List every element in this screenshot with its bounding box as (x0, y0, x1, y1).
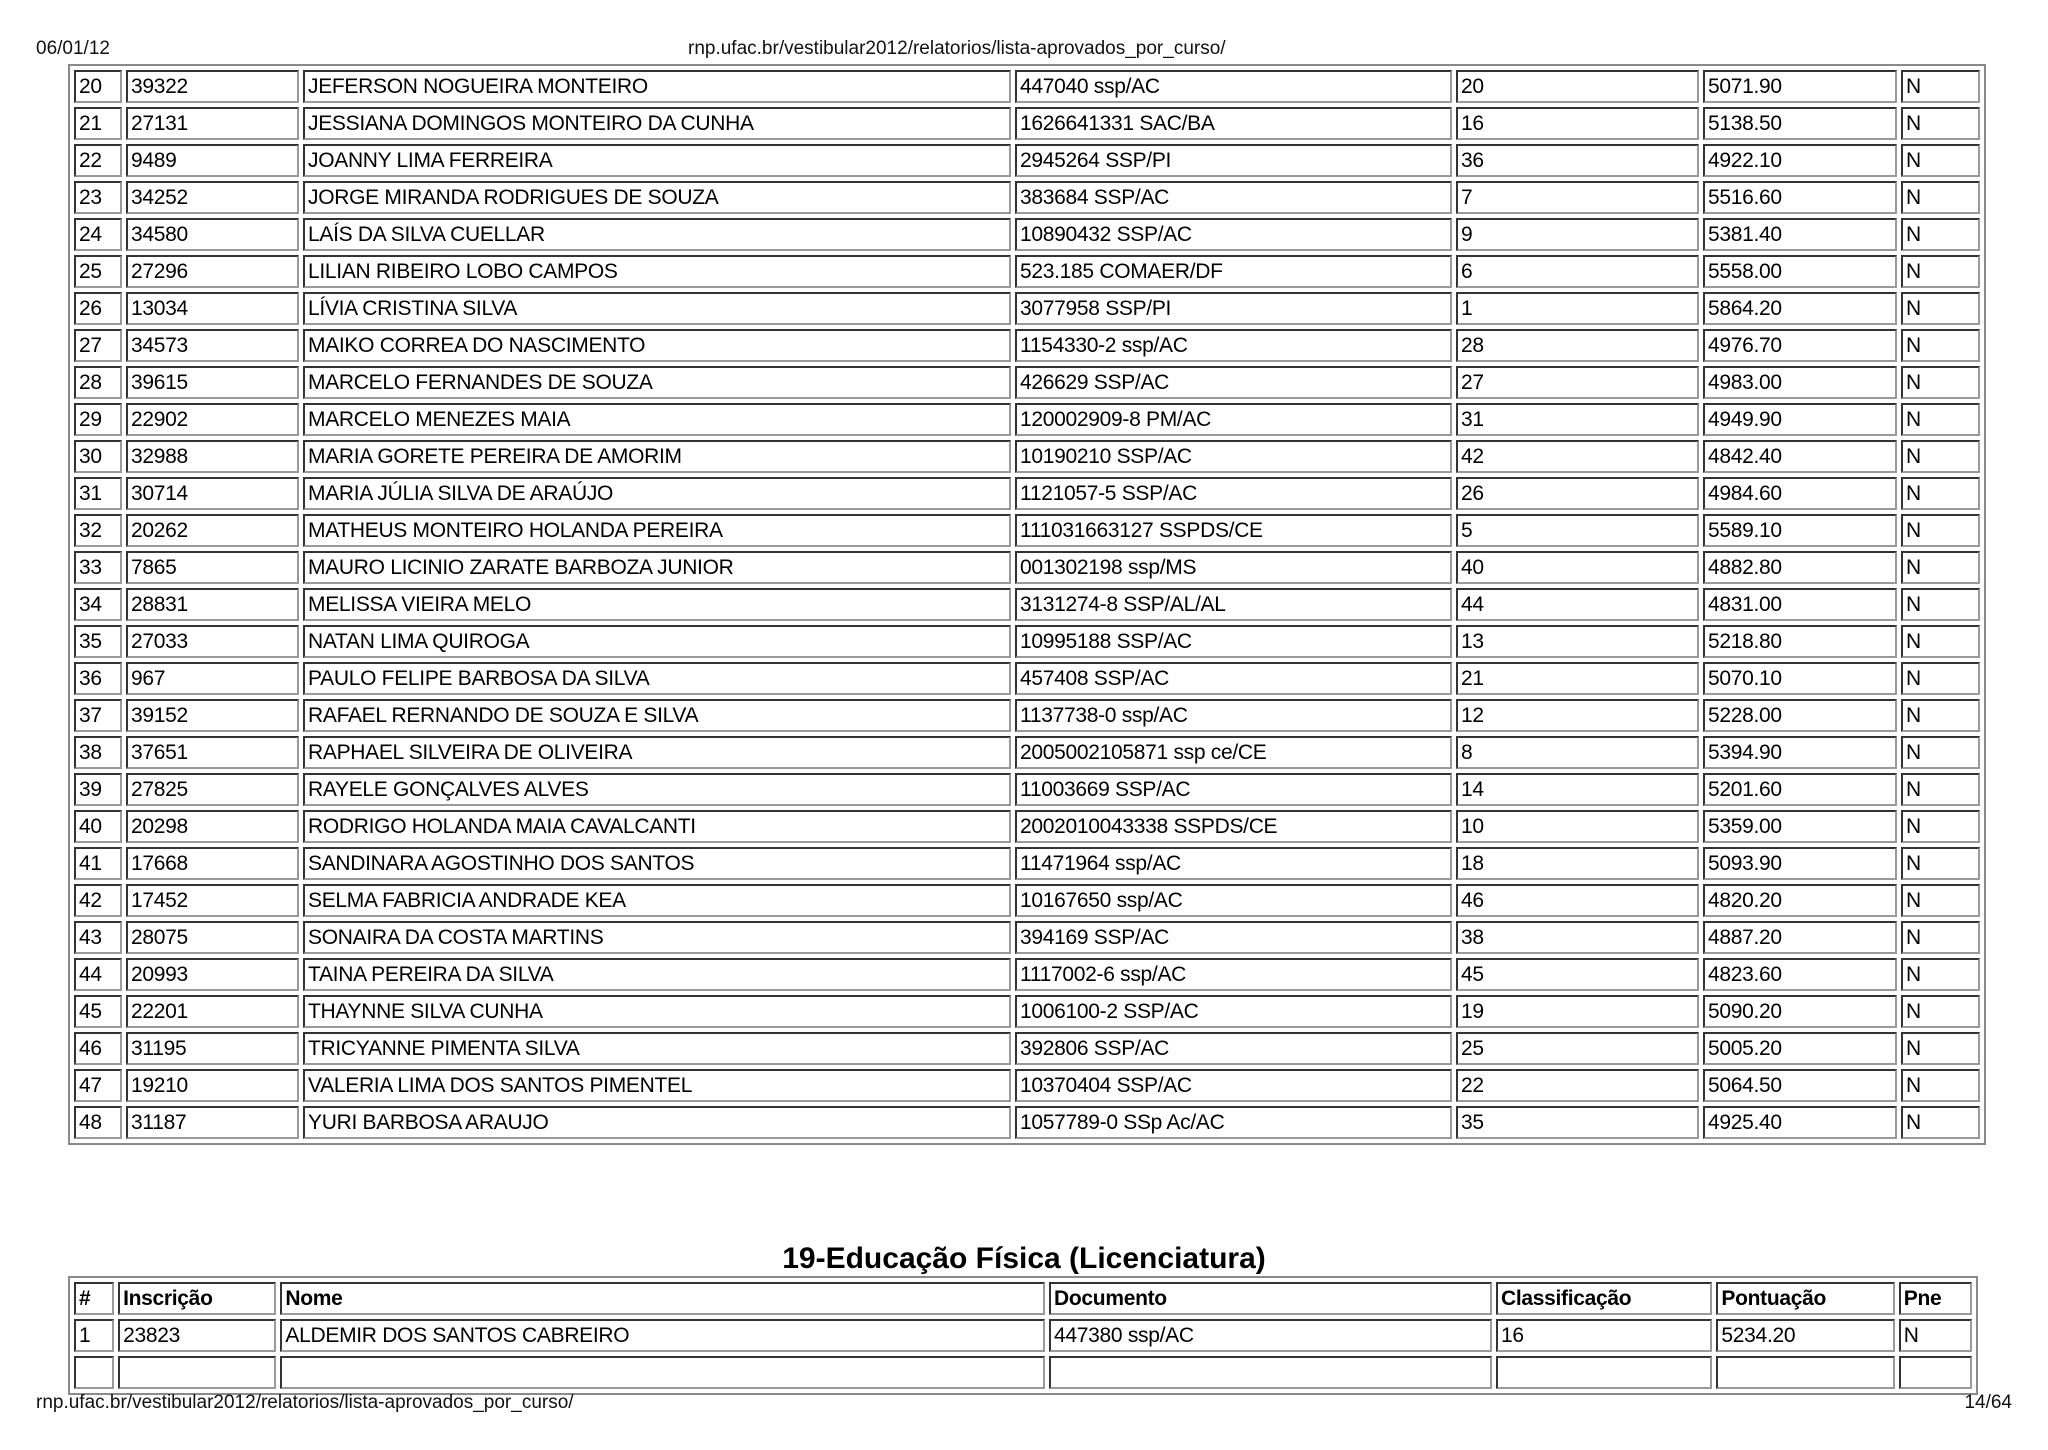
cell-documento: 2945264 SSP/PI (1015, 144, 1452, 177)
cell-index: 46 (74, 1032, 122, 1065)
cell-pontuacao: 4984.60 (1703, 477, 1897, 510)
cell-pontuacao: 5394.90 (1703, 736, 1897, 769)
col-header-nome: Nome (280, 1282, 1045, 1315)
cell-index: 29 (74, 403, 122, 436)
cell-documento: 10167650 ssp/AC (1015, 884, 1452, 917)
cell-inscricao: 37651 (126, 736, 299, 769)
cell-documento: 1154330-2 ssp/AC (1015, 329, 1452, 362)
cell-pne: N (1901, 292, 1980, 325)
table-row (74, 773, 1980, 806)
cell-pontuacao: 4842.40 (1703, 440, 1897, 473)
cell-pne: N (1901, 773, 1980, 806)
cell-documento: 10995188 SSP/AC (1015, 625, 1452, 658)
cell-index: 22 (74, 144, 122, 177)
table-row (74, 1356, 1972, 1389)
cell-classificacao: 31 (1456, 403, 1699, 436)
cell-pontuacao: 4976.70 (1703, 329, 1897, 362)
table-row (74, 255, 1980, 288)
cell-nome: LAÍS DA SILVA CUELLAR (303, 218, 1011, 251)
cell-pne: N (1901, 588, 1980, 621)
cell-classificacao: 6 (1456, 255, 1699, 288)
cell-pontuacao: 5138.50 (1703, 107, 1897, 140)
cell-classificacao: 42 (1456, 440, 1699, 473)
cell-documento: 2005002105871 ssp ce/CE (1015, 736, 1452, 769)
cell-pontuacao: 5228.00 (1703, 699, 1897, 732)
cell-pne: N (1901, 625, 1980, 658)
cell-nome: VALERIA LIMA DOS SANTOS PIMENTEL (303, 1069, 1011, 1102)
table-row (74, 477, 1980, 510)
cell-documento: 447380 ssp/AC (1049, 1319, 1492, 1352)
cell-documento: 10370404 SSP/AC (1015, 1069, 1452, 1102)
cell-pne: N (1899, 1319, 1972, 1352)
cell-pne: N (1901, 847, 1980, 880)
cell-inscricao: 17452 (126, 884, 299, 917)
cell-pne: N (1901, 107, 1980, 140)
cell-pontuacao: 4887.20 (1703, 921, 1897, 954)
table-row (74, 329, 1980, 362)
table-header-row (74, 1282, 1972, 1315)
cell-pontuacao: 5381.40 (1703, 218, 1897, 251)
cell-inscricao: 34252 (126, 181, 299, 214)
cell-documento: 1137738-0 ssp/AC (1015, 699, 1452, 732)
page-number: 14/64 (1964, 1392, 2012, 1413)
cell-pne: N (1901, 551, 1980, 584)
cell-classificacao: 8 (1456, 736, 1699, 769)
cell-classificacao: 46 (1456, 884, 1699, 917)
cell-pne: N (1901, 995, 1980, 1028)
cell-classificacao (1496, 1356, 1712, 1389)
cell-nome: JOANNY LIMA FERREIRA (303, 144, 1011, 177)
col-header-pne: Pne (1899, 1282, 1972, 1315)
cell-classificacao: 36 (1456, 144, 1699, 177)
cell-index: 34 (74, 588, 122, 621)
cell-pontuacao (1716, 1356, 1894, 1389)
cell-pontuacao: 5064.50 (1703, 1069, 1897, 1102)
cell-nome: SANDINARA AGOSTINHO DOS SANTOS (303, 847, 1011, 880)
cell-pne: N (1901, 699, 1980, 732)
table-row (74, 810, 1980, 843)
print-url: rnp.ufac.br/vestibular2012/relatorios/lista-aprovados_por_curso/ (688, 38, 1226, 59)
cell-nome: PAULO FELIPE BARBOSA DA SILVA (303, 662, 1011, 695)
cell-nome: SONAIRA DA COSTA MARTINS (303, 921, 1011, 954)
cell-pne: N (1901, 1032, 1980, 1065)
cell-classificacao: 5 (1456, 514, 1699, 547)
table-row (74, 551, 1980, 584)
cell-nome: TAINA PEREIRA DA SILVA (303, 958, 1011, 991)
footer-url: rnp.ufac.br/vestibular2012/relatorios/lista-aprovados_por_curso/ (36, 1392, 574, 1413)
cell-pontuacao: 5090.20 (1703, 995, 1897, 1028)
cell-pne: N (1901, 181, 1980, 214)
cell-documento (1049, 1356, 1492, 1389)
cell-pne: N (1901, 255, 1980, 288)
cell-inscricao: 13034 (126, 292, 299, 325)
cell-pne: N (1901, 366, 1980, 399)
cell-index (74, 1356, 114, 1389)
cell-index: 20 (74, 70, 122, 103)
cell-documento: 10190210 SSP/AC (1015, 440, 1452, 473)
cell-inscricao: 7865 (126, 551, 299, 584)
cell-inscricao: 9489 (126, 144, 299, 177)
cell-nome: MELISSA VIEIRA MELO (303, 588, 1011, 621)
table-row (74, 1032, 1980, 1065)
results-table-educacao-fisica (68, 1276, 1978, 1395)
cell-inscricao: 30714 (126, 477, 299, 510)
cell-documento: 1057789-0 SSp Ac/AC (1015, 1106, 1452, 1139)
cell-inscricao: 22902 (126, 403, 299, 436)
cell-documento: 426629 SSP/AC (1015, 366, 1452, 399)
cell-classificacao: 16 (1496, 1319, 1712, 1352)
table-row (74, 144, 1980, 177)
cell-classificacao: 20 (1456, 70, 1699, 103)
cell-index: 30 (74, 440, 122, 473)
cell-inscricao: 17668 (126, 847, 299, 880)
cell-documento: 3131274-8 SSP/AL/AL (1015, 588, 1452, 621)
print-date: 06/01/12 (36, 38, 110, 59)
table-row (74, 958, 1980, 991)
cell-pne: N (1901, 662, 1980, 695)
cell-inscricao: 27131 (126, 107, 299, 140)
table-row (74, 514, 1980, 547)
cell-pne: N (1901, 810, 1980, 843)
cell-index: 40 (74, 810, 122, 843)
cell-classificacao: 28 (1456, 329, 1699, 362)
cell-documento: 383684 SSP/AC (1015, 181, 1452, 214)
cell-pontuacao: 5558.00 (1703, 255, 1897, 288)
cell-index: 41 (74, 847, 122, 880)
cell-index: 32 (74, 514, 122, 547)
table-row (74, 366, 1980, 399)
table-row (74, 403, 1980, 436)
cell-pontuacao: 5093.90 (1703, 847, 1897, 880)
cell-documento: 2002010043338 SSPDS/CE (1015, 810, 1452, 843)
cell-pontuacao: 5070.10 (1703, 662, 1897, 695)
cell-documento: 1006100-2 SSP/AC (1015, 995, 1452, 1028)
table-row (74, 736, 1980, 769)
cell-nome: JESSIANA DOMINGOS MONTEIRO DA CUNHA (303, 107, 1011, 140)
cell-index: 42 (74, 884, 122, 917)
cell-documento: 111031663127 SSPDS/CE (1015, 514, 1452, 547)
cell-nome: RAPHAEL SILVEIRA DE OLIVEIRA (303, 736, 1011, 769)
cell-classificacao: 27 (1456, 366, 1699, 399)
cell-classificacao: 45 (1456, 958, 1699, 991)
cell-pne: N (1901, 477, 1980, 510)
table-row (74, 847, 1980, 880)
col-header-pontuacao: Pontuação (1716, 1282, 1894, 1315)
col-header-documento: Documento (1049, 1282, 1492, 1315)
cell-nome: SELMA FABRICIA ANDRADE KEA (303, 884, 1011, 917)
cell-nome: RODRIGO HOLANDA MAIA CAVALCANTI (303, 810, 1011, 843)
cell-classificacao: 7 (1456, 181, 1699, 214)
col-header-classificacao: Classificação (1496, 1282, 1712, 1315)
cell-documento: 1117002-6 ssp/AC (1015, 958, 1452, 991)
cell-index: 24 (74, 218, 122, 251)
cell-nome: ALDEMIR DOS SANTOS CABREIRO (280, 1319, 1045, 1352)
cell-index: 37 (74, 699, 122, 732)
cell-classificacao: 22 (1456, 1069, 1699, 1102)
cell-classificacao: 14 (1456, 773, 1699, 806)
cell-inscricao: 20262 (126, 514, 299, 547)
table-row (74, 1069, 1980, 1102)
cell-inscricao: 34573 (126, 329, 299, 362)
cell-classificacao: 35 (1456, 1106, 1699, 1139)
cell-nome: LÍVIA CRISTINA SILVA (303, 292, 1011, 325)
cell-inscricao: 28075 (126, 921, 299, 954)
cell-nome: MAIKO CORREA DO NASCIMENTO (303, 329, 1011, 362)
cell-documento: 1121057-5 SSP/AC (1015, 477, 1452, 510)
cell-classificacao: 9 (1456, 218, 1699, 251)
cell-nome: TRICYANNE PIMENTA SILVA (303, 1032, 1011, 1065)
table-row (74, 625, 1980, 658)
cell-documento: 10890432 SSP/AC (1015, 218, 1452, 251)
cell-pne: N (1901, 70, 1980, 103)
cell-inscricao: 19210 (126, 1069, 299, 1102)
cell-inscricao: 20298 (126, 810, 299, 843)
cell-nome: MARIA GORETE PEREIRA DE AMORIM (303, 440, 1011, 473)
cell-nome: MAURO LICINIO ZARATE BARBOZA JUNIOR (303, 551, 1011, 584)
results-table-continued (68, 64, 1986, 1145)
cell-classificacao: 44 (1456, 588, 1699, 621)
cell-classificacao: 21 (1456, 662, 1699, 695)
table-row (74, 699, 1980, 732)
section-title: 19-Educação Física (Licenciatura) (782, 1242, 1266, 1275)
cell-index: 43 (74, 921, 122, 954)
cell-pontuacao: 5359.00 (1703, 810, 1897, 843)
cell-pontuacao: 4922.10 (1703, 144, 1897, 177)
col-header-inscricao: Inscrição (118, 1282, 276, 1315)
table-row (74, 70, 1980, 103)
cell-index: 45 (74, 995, 122, 1028)
cell-documento: 392806 SSP/AC (1015, 1032, 1452, 1065)
table-row (74, 181, 1980, 214)
cell-pne: N (1901, 329, 1980, 362)
cell-pontuacao: 5234.20 (1716, 1319, 1894, 1352)
cell-index: 39 (74, 773, 122, 806)
cell-pne: N (1901, 1069, 1980, 1102)
cell-pne: N (1901, 736, 1980, 769)
cell-classificacao: 10 (1456, 810, 1699, 843)
cell-pne (1899, 1356, 1972, 1389)
cell-index: 21 (74, 107, 122, 140)
cell-inscricao: 31195 (126, 1032, 299, 1065)
cell-nome: MARIA JÚLIA SILVA DE ARAÚJO (303, 477, 1011, 510)
table-row (74, 440, 1980, 473)
cell-pontuacao: 4831.00 (1703, 588, 1897, 621)
cell-pontuacao: 5589.10 (1703, 514, 1897, 547)
cell-nome: RAYELE GONÇALVES ALVES (303, 773, 1011, 806)
cell-inscricao: 31187 (126, 1106, 299, 1139)
cell-documento: 11003669 SSP/AC (1015, 773, 1452, 806)
cell-nome: YURI BARBOSA ARAUJO (303, 1106, 1011, 1139)
cell-index: 36 (74, 662, 122, 695)
cell-pne: N (1901, 884, 1980, 917)
cell-documento: 447040 ssp/AC (1015, 70, 1452, 103)
cell-nome: RAFAEL RERNANDO DE SOUZA E SILVA (303, 699, 1011, 732)
cell-documento: 11471964 ssp/AC (1015, 847, 1452, 880)
cell-inscricao: 23823 (118, 1319, 276, 1352)
table-row (74, 662, 1980, 695)
cell-pontuacao: 4820.20 (1703, 884, 1897, 917)
cell-classificacao: 16 (1456, 107, 1699, 140)
cell-pontuacao: 5005.20 (1703, 1032, 1897, 1065)
cell-index: 48 (74, 1106, 122, 1139)
cell-pne: N (1901, 403, 1980, 436)
col-header-index: # (74, 1282, 114, 1315)
cell-nome: JEFERSON NOGUEIRA MONTEIRO (303, 70, 1011, 103)
cell-index: 27 (74, 329, 122, 362)
cell-documento: 3077958 SSP/PI (1015, 292, 1452, 325)
cell-inscricao: 22201 (126, 995, 299, 1028)
cell-nome: LILIAN RIBEIRO LOBO CAMPOS (303, 255, 1011, 288)
cell-classificacao: 19 (1456, 995, 1699, 1028)
cell-inscricao: 39615 (126, 366, 299, 399)
cell-index: 44 (74, 958, 122, 991)
cell-classificacao: 25 (1456, 1032, 1699, 1065)
cell-documento: 523.185 COMAER/DF (1015, 255, 1452, 288)
cell-pontuacao: 4823.60 (1703, 958, 1897, 991)
cell-inscricao: 32988 (126, 440, 299, 473)
cell-classificacao: 40 (1456, 551, 1699, 584)
table-row (74, 218, 1980, 251)
cell-classificacao: 38 (1456, 921, 1699, 954)
cell-pne: N (1901, 921, 1980, 954)
cell-index: 23 (74, 181, 122, 214)
cell-inscricao: 20993 (126, 958, 299, 991)
cell-pne: N (1901, 144, 1980, 177)
cell-inscricao: 39322 (126, 70, 299, 103)
cell-classificacao: 18 (1456, 847, 1699, 880)
cell-nome: MARCELO MENEZES MAIA (303, 403, 1011, 436)
cell-index: 1 (74, 1319, 114, 1352)
cell-nome: THAYNNE SILVA CUNHA (303, 995, 1011, 1028)
cell-pontuacao: 4925.40 (1703, 1106, 1897, 1139)
cell-index: 26 (74, 292, 122, 325)
cell-index: 31 (74, 477, 122, 510)
cell-inscricao: 34580 (126, 218, 299, 251)
table-row (74, 1106, 1980, 1139)
table-row (74, 884, 1980, 917)
cell-classificacao: 26 (1456, 477, 1699, 510)
cell-nome: MARCELO FERNANDES DE SOUZA (303, 366, 1011, 399)
cell-inscricao (118, 1356, 276, 1389)
cell-documento: 457408 SSP/AC (1015, 662, 1452, 695)
cell-pontuacao: 4882.80 (1703, 551, 1897, 584)
cell-index: 35 (74, 625, 122, 658)
cell-pontuacao: 5516.60 (1703, 181, 1897, 214)
cell-documento: 120002909-8 PM/AC (1015, 403, 1452, 436)
table-row (74, 588, 1980, 621)
cell-nome: NATAN LIMA QUIROGA (303, 625, 1011, 658)
cell-pne: N (1901, 958, 1980, 991)
cell-index: 33 (74, 551, 122, 584)
cell-pne: N (1901, 218, 1980, 251)
cell-classificacao: 1 (1456, 292, 1699, 325)
cell-documento: 001302198 ssp/MS (1015, 551, 1452, 584)
cell-inscricao: 28831 (126, 588, 299, 621)
cell-nome: MATHEUS MONTEIRO HOLANDA PEREIRA (303, 514, 1011, 547)
cell-pontuacao: 5864.20 (1703, 292, 1897, 325)
cell-pontuacao: 4949.90 (1703, 403, 1897, 436)
cell-index: 25 (74, 255, 122, 288)
cell-inscricao: 27296 (126, 255, 299, 288)
cell-pne: N (1901, 514, 1980, 547)
cell-classificacao: 13 (1456, 625, 1699, 658)
cell-pontuacao: 5218.80 (1703, 625, 1897, 658)
cell-pontuacao: 5071.90 (1703, 70, 1897, 103)
cell-pne: N (1901, 440, 1980, 473)
cell-classificacao: 12 (1456, 699, 1699, 732)
cell-pontuacao: 5201.60 (1703, 773, 1897, 806)
cell-nome (280, 1356, 1045, 1389)
cell-index: 28 (74, 366, 122, 399)
table-row (74, 107, 1980, 140)
cell-pontuacao: 4983.00 (1703, 366, 1897, 399)
cell-inscricao: 39152 (126, 699, 299, 732)
cell-nome: JORGE MIRANDA RODRIGUES DE SOUZA (303, 181, 1011, 214)
cell-documento: 1626641331 SAC/BA (1015, 107, 1452, 140)
cell-documento: 394169 SSP/AC (1015, 921, 1452, 954)
cell-inscricao: 967 (126, 662, 299, 695)
cell-index: 38 (74, 736, 122, 769)
cell-pne: N (1901, 1106, 1980, 1139)
cell-index: 47 (74, 1069, 122, 1102)
table-row (74, 995, 1980, 1028)
cell-inscricao: 27825 (126, 773, 299, 806)
cell-inscricao: 27033 (126, 625, 299, 658)
table-row (74, 292, 1980, 325)
table-row (74, 921, 1980, 954)
table-row (74, 1319, 1972, 1352)
